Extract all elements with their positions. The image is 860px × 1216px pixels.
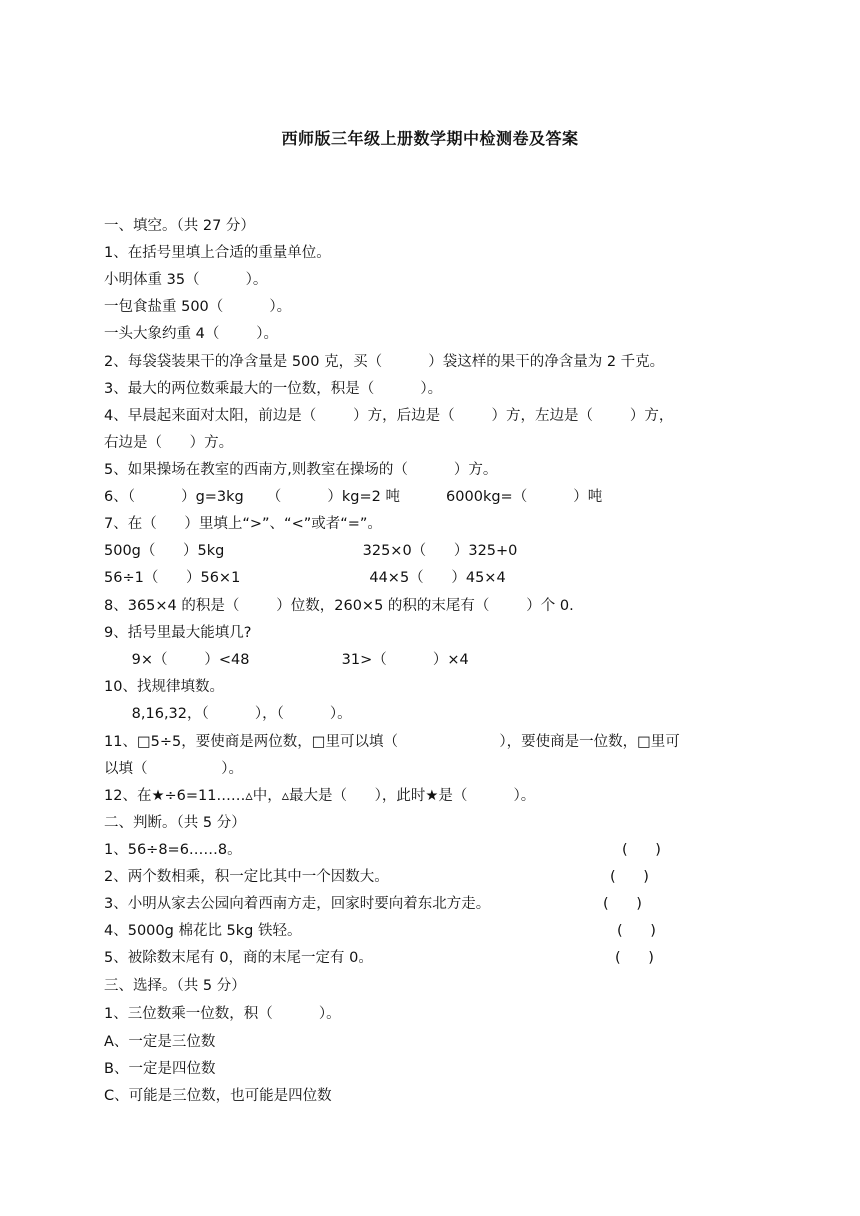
question-11-cont: 以填（ ）。 (104, 761, 243, 777)
question-11: 11、□5÷5，要使商是两位数，□里可以填（ ），要使商是一位数，□里可 (104, 734, 680, 750)
judge-bracket-4: ( ) (617, 923, 656, 939)
choice-option-c: C、可能是三位数，也可能是四位数 (104, 1088, 332, 1104)
question-7: 7、在（ ）里填上“>”、“<”或者“=”。 (104, 516, 382, 532)
question-9: 9、括号里最大能填几? (104, 625, 252, 641)
question-8: 8、365×4 的积是（ ）位数，260×5 的积的末尾有（ ）个 0. (104, 598, 574, 614)
judge-3: 3、小明从家去公园向着西南方走，回家时要向着东北方走。 (104, 896, 491, 912)
question-10: 10、找规律填数。 (104, 679, 224, 695)
question-1a: 小明体重 35（ ）。 (104, 272, 268, 288)
section-heading-judge: 二、判断。（共 5 分） (104, 815, 246, 831)
question-5: 5、如果操场在教室的西南方,则教室在操场的（ ）方。 (104, 462, 498, 478)
judge-2: 2、两个数相乘，积一定比其中一个因数大。 (104, 869, 389, 885)
question-12: 12、在★÷6=11……▵中，▵最大是（ ），此时★是（ ）。 (104, 788, 536, 804)
question-9a: 9×（ ）<48 31>（ ）×4 (104, 652, 469, 668)
question-2: 2、每袋袋装果干的净含量是 500 克，买（ ）袋这样的果干的净含量为 2 千克。 (104, 354, 665, 370)
judge-4: 4、5000g 棉花比 5kg 铁轻。 (104, 923, 302, 939)
section-heading-fill-in: 一、填空。（共 27 分） (104, 218, 255, 234)
question-10a: 8,16,32，（ ），（ ）。 (104, 706, 352, 722)
judge-1: 1、56÷8=6……8。 (104, 842, 242, 858)
question-1c: 一头大象约重 4（ ）。 (104, 326, 278, 342)
question-6: 6、（ ）g=3kg （ ）kg=2 吨 6000kg=（ ）吨 (104, 489, 603, 505)
question-1b: 一包食盐重 500（ ）。 (104, 299, 292, 315)
judge-bracket-1: ( ) (622, 842, 661, 858)
section-heading-choice: 三、选择。（共 5 分） (104, 978, 246, 994)
judge-5: 5、被除数末尾有 0，商的末尾一定有 0。 (104, 950, 373, 966)
question-4-cont: 右边是（ ）方。 (104, 435, 234, 451)
question-7a: 500g（ ）5kg 325×0（ ）325+0 (104, 543, 518, 559)
judge-bracket-2: ( ) (610, 869, 649, 885)
question-1: 1、在括号里填上合适的重量单位。 (104, 245, 331, 261)
choice-option-b: B、一定是四位数 (104, 1061, 216, 1077)
question-4: 4、早晨起来面对太阳，前边是（ ）方，后边是（ ）方，左边是（ ）方， (104, 408, 674, 424)
choice-option-a: A、一定是三位数 (104, 1034, 216, 1050)
judge-bracket-5: ( ) (615, 950, 654, 966)
question-3: 3、最大的两位数乘最大的一位数，积是（ ）。 (104, 381, 443, 397)
choice-1: 1、三位数乘一位数，积（ ）。 (104, 1006, 341, 1022)
question-7b: 56÷1（ ）56×1 44×5（ ）45×4 (104, 570, 506, 586)
judge-bracket-3: ( ) (603, 896, 642, 912)
page-title: 西师版三年级上册数学期中检测卷及答案 (281, 129, 579, 148)
